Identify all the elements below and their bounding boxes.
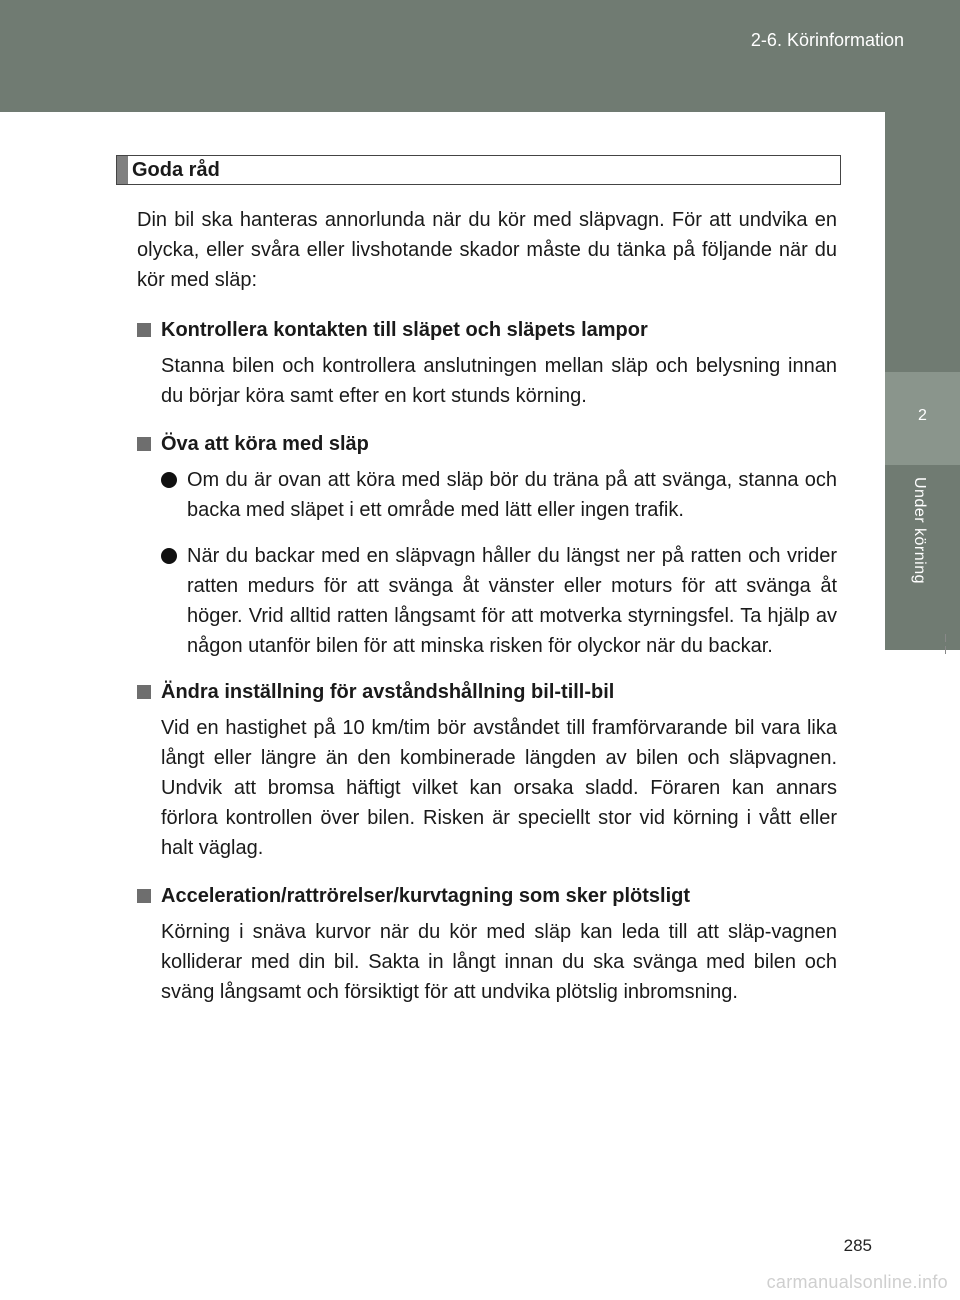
section-heading xyxy=(137,315,837,345)
round-bullet-icon xyxy=(161,548,177,564)
heading-text: Acceleration/rattrörelser/kurvtagning som sker plötsligt xyxy=(161,885,691,907)
watermark: carmanualsonline.info xyxy=(766,1272,948,1292)
intro-text: Din bil ska hanteras annorlunda när du kör med släpvagn. För att undvika en olycka, eller svåra eller livshotande skador måste du tänka på följande när du kör med släp: xyxy=(137,209,837,291)
heading-text: Kontrollera kontakten till släpet och släpets lampor xyxy=(161,319,648,341)
chapter-tab xyxy=(885,372,960,465)
chapter-number: 2 xyxy=(918,407,927,424)
chapter-label: Under körning xyxy=(911,477,928,584)
side-strip-lower xyxy=(885,465,960,650)
box-title: Goda råd xyxy=(132,159,220,181)
header-bar xyxy=(0,0,960,112)
content xyxy=(137,205,837,1025)
section-text: Stanna bilen och kontrollera anslutningen mellan släp och belysning innan du börjar köra samt efter en kort stunds körning. xyxy=(161,355,837,407)
section-heading xyxy=(137,881,837,911)
square-bullet-icon xyxy=(137,889,151,903)
list-item-text: När du backar med en släpvagn håller du längst ner på ratten och vrider ratten medurs för att svänga åt vänster eller moturs för att svänga åt höger. Vrid alltid ratten långsamt för att motverka styrningsfel. Ta hjälp av någon utanför bilen för att minska risken för olyckor när du backar. xyxy=(187,545,837,657)
section-text: Vid en hastighet på 10 km/tim bör avståndet till framförvarande bil vara lika långt eller längre än den kombinerade längden av bilen och släpvagnen. Undvik att bromsa häftigt vilket kan orsaka sladd. Föraren kan annars förlora kontrollen över bilen. Risken är speciellt stor vid körning i vått eller halt väglag. xyxy=(161,717,837,859)
crop-mark xyxy=(945,634,946,642)
section-heading xyxy=(137,677,837,707)
list-item xyxy=(137,465,837,525)
tips-box xyxy=(116,155,841,185)
heading-text: Öva att köra med släp xyxy=(161,433,369,455)
list-item xyxy=(137,541,837,661)
square-bullet-icon xyxy=(137,323,151,337)
crop-mark xyxy=(945,646,946,654)
list-item-text: Om du är ovan att köra med släp bör du träna på att svänga, stanna och backa med släpet i ett område med lätt eller ingen trafik. xyxy=(187,469,837,521)
section-heading xyxy=(137,429,837,459)
square-bullet-icon xyxy=(137,437,151,451)
square-bullet-icon xyxy=(137,685,151,699)
round-bullet-icon xyxy=(161,472,177,488)
box-accent-bar xyxy=(117,156,128,184)
page-number: 285 xyxy=(843,1236,872,1255)
section-text: Körning i snäva kurvor när du kör med släp kan leda till att släp-vagnen kolliderar med din bil. Sakta in långt innan du ska svänga med bilen och sväng långsamt och försiktigt för att undvika plötslig inbromsning. xyxy=(161,921,837,1003)
section-title: 2-6. Körinformation xyxy=(750,30,904,50)
side-strip-upper xyxy=(885,112,960,372)
heading-text: Ändra inställning för avståndshållning bil-till-bil xyxy=(161,681,615,703)
